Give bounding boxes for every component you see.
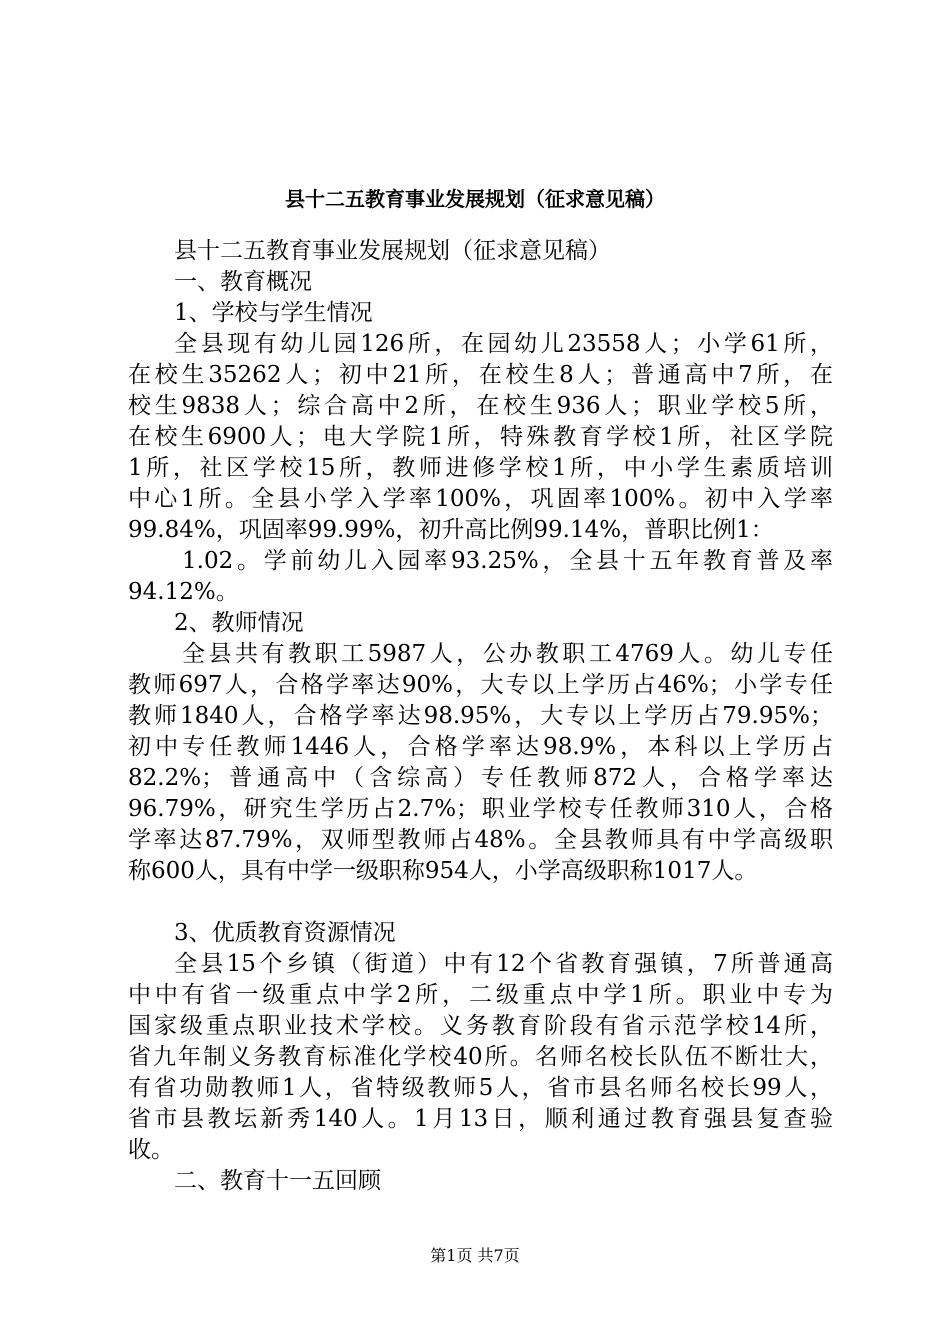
paragraph-line: 省九年制义务教育标准化学校40所。名师名校长队伍不断壮大， (128, 1044, 833, 1070)
paragraph-line: 在校生35262人；初中21所，在校生8人；普通高中7所，在 (128, 362, 833, 388)
paragraph-line: 3、优质教育资源情况 (174, 920, 396, 946)
paragraph-line: 一、教育概况 (174, 269, 312, 295)
paragraph-line: 1所，社区学校15所，教师进修学校1所，中小学生素质培训 (128, 455, 833, 481)
paragraph-line: 96.79%，研究生学历占2.7%；职业学校专任教师310人，合格 (128, 796, 833, 822)
document-title: 县十二五教育事业发展规划（征求意见稿） (285, 187, 665, 211)
paragraph-line: 教师697人，合格学率达90%，大专以上学历占46%；小学专任 (128, 672, 833, 698)
paragraph-line: 教师1840人，合格学率达98.95%，大专以上学历占79.95%； (128, 703, 833, 729)
page-footer: 第1页 共7页 (430, 1246, 520, 1265)
paragraph-line: 中中有省一级重点中学2所，二级重点中学1所。职业中专为 (128, 982, 833, 1008)
paragraph-line: 收。 (128, 1137, 174, 1163)
paragraph-line: 校生9838人；综合高中2所，在校生936人；职业学校5所， (128, 393, 833, 419)
paragraph-line: 二、教育十一五回顾 (174, 1168, 381, 1194)
document-body (128, 236, 833, 1197)
paragraph-line: 99.84%，巩固率99.99%，初升高比例99.14%，普职比例1： (128, 517, 774, 543)
paragraph-line: 全县15个乡镇（街道）中有12个省教育强镇，7所普通高 (174, 951, 833, 977)
paragraph-line: 82.2%；普通高中（含综高）专任教师872人，合格学率达 (128, 765, 833, 791)
paragraph-line: 省市县教坛新秀140人。1月13日，顺利通过教育强县复查验 (128, 1106, 833, 1132)
paragraph-line: 初中专任教师1446人，合格学率达98.9%，本科以上学历占 (128, 734, 833, 760)
paragraph-line: 1、学校与学生情况 (174, 300, 373, 326)
paragraph-line: 学率达87.79%，双师型教师占48%。全县教师具有中学高级职 (128, 827, 833, 853)
paragraph-line: 有省功勋教师1人，省特级教师5人，省市县名师名校长99人， (128, 1075, 833, 1101)
paragraph-line: 全县共有教职工5987人，公办教职工4769人。幼儿专任 (182, 641, 833, 667)
paragraph-line: 2、教师情况 (174, 610, 304, 636)
paragraph-line: 94.12%。 (128, 579, 239, 605)
paragraph-line: 全县现有幼儿园126所，在园幼儿23558人；小学61所， (174, 331, 833, 357)
paragraph-line: 1.02。学前幼儿入园率93.25%，全县十五年教育普及率 (182, 548, 833, 574)
paragraph-line: 在校生6900人；电大学院1所，特殊教育学校1所，社区学院 (128, 424, 833, 450)
paragraph-line: 国家级重点职业技术学校。义务教育阶段有省示范学校14所， (128, 1013, 833, 1039)
paragraph-line: 中心1所。全县小学入学率100%，巩固率100%。初中入学率 (128, 486, 833, 512)
blank-line (128, 887, 833, 918)
paragraph-line: 称600人，具有中学一级职称954人，小学高级职称1017人。 (128, 858, 758, 884)
paragraph-line: 县十二五教育事业发展规划（征求意见稿） (174, 238, 611, 264)
